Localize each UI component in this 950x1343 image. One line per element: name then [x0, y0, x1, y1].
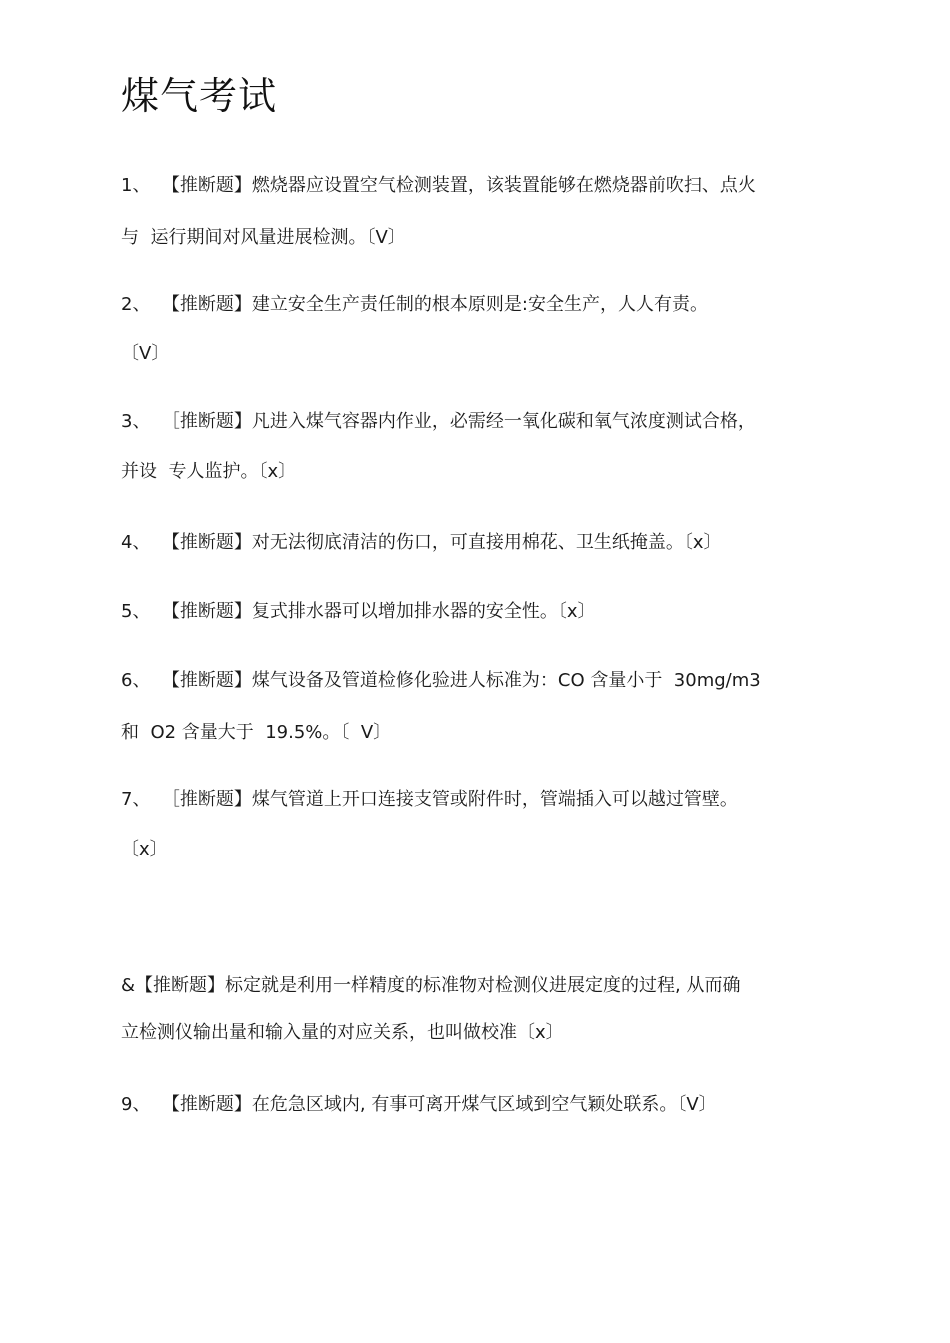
document-title: 煤气考试 — [121, 74, 278, 118]
question-7-line-2: 〔x〕 — [121, 839, 168, 860]
question-8-line-2: 立检测仪输出量和输入量的对应关系，也叫做校准〔x〕 — [121, 1022, 564, 1043]
question-6-line-2: 和 O2 含量大于 19.5%。〔 V〕 — [121, 722, 392, 743]
question-2-line-2: 〔V〕 — [121, 343, 170, 364]
question-1-line-2: 与 运行期间对风量进展检测。〔V〕 — [121, 227, 406, 248]
question-3-line-1: 3、 ［推断题】凡进入煤气容器内作业，必需经一氧化碳和氧气浓度测试合格， — [121, 411, 756, 432]
question-1-line-1: 1、 【推断题】燃烧器应设置空气检测装置，该装置能够在燃烧器前吹扫、点火 — [121, 175, 756, 196]
question-7-line-1: 7、 ［推断题】煤气管道上开口连接支管或附件时，管端插入可以越过管壁。 — [121, 789, 738, 810]
question-4-line-1: 4、 【推断题】对无法彻底清洁的伤口，可直接用棉花、卫生纸掩盖。〔x〕 — [121, 532, 722, 553]
question-6-line-1: 6、 【推断题】煤气设备及管道检修化验进人标准为：CO 含量小于 30mg/m3 — [121, 670, 761, 691]
question-8-line-1: &【推断题】标定就是利用一样精度的标准物对检测仪进展定度的过程, 从而确 — [121, 975, 741, 996]
question-9-line-1: 9、 【推断题】在危急区域内, 有事可离开煤气区域到空气颖处联系。〔V〕 — [121, 1094, 717, 1115]
question-5-line-1: 5、 【推断题】复式排水器可以增加排水器的安全性。〔x〕 — [121, 601, 596, 622]
question-2-line-1: 2、 【推断题】建立安全生产责任制的根本原则是:安全生产，人人有责。 — [121, 294, 708, 315]
question-3-line-2: 并设 专人监护。〔x〕 — [121, 461, 297, 482]
